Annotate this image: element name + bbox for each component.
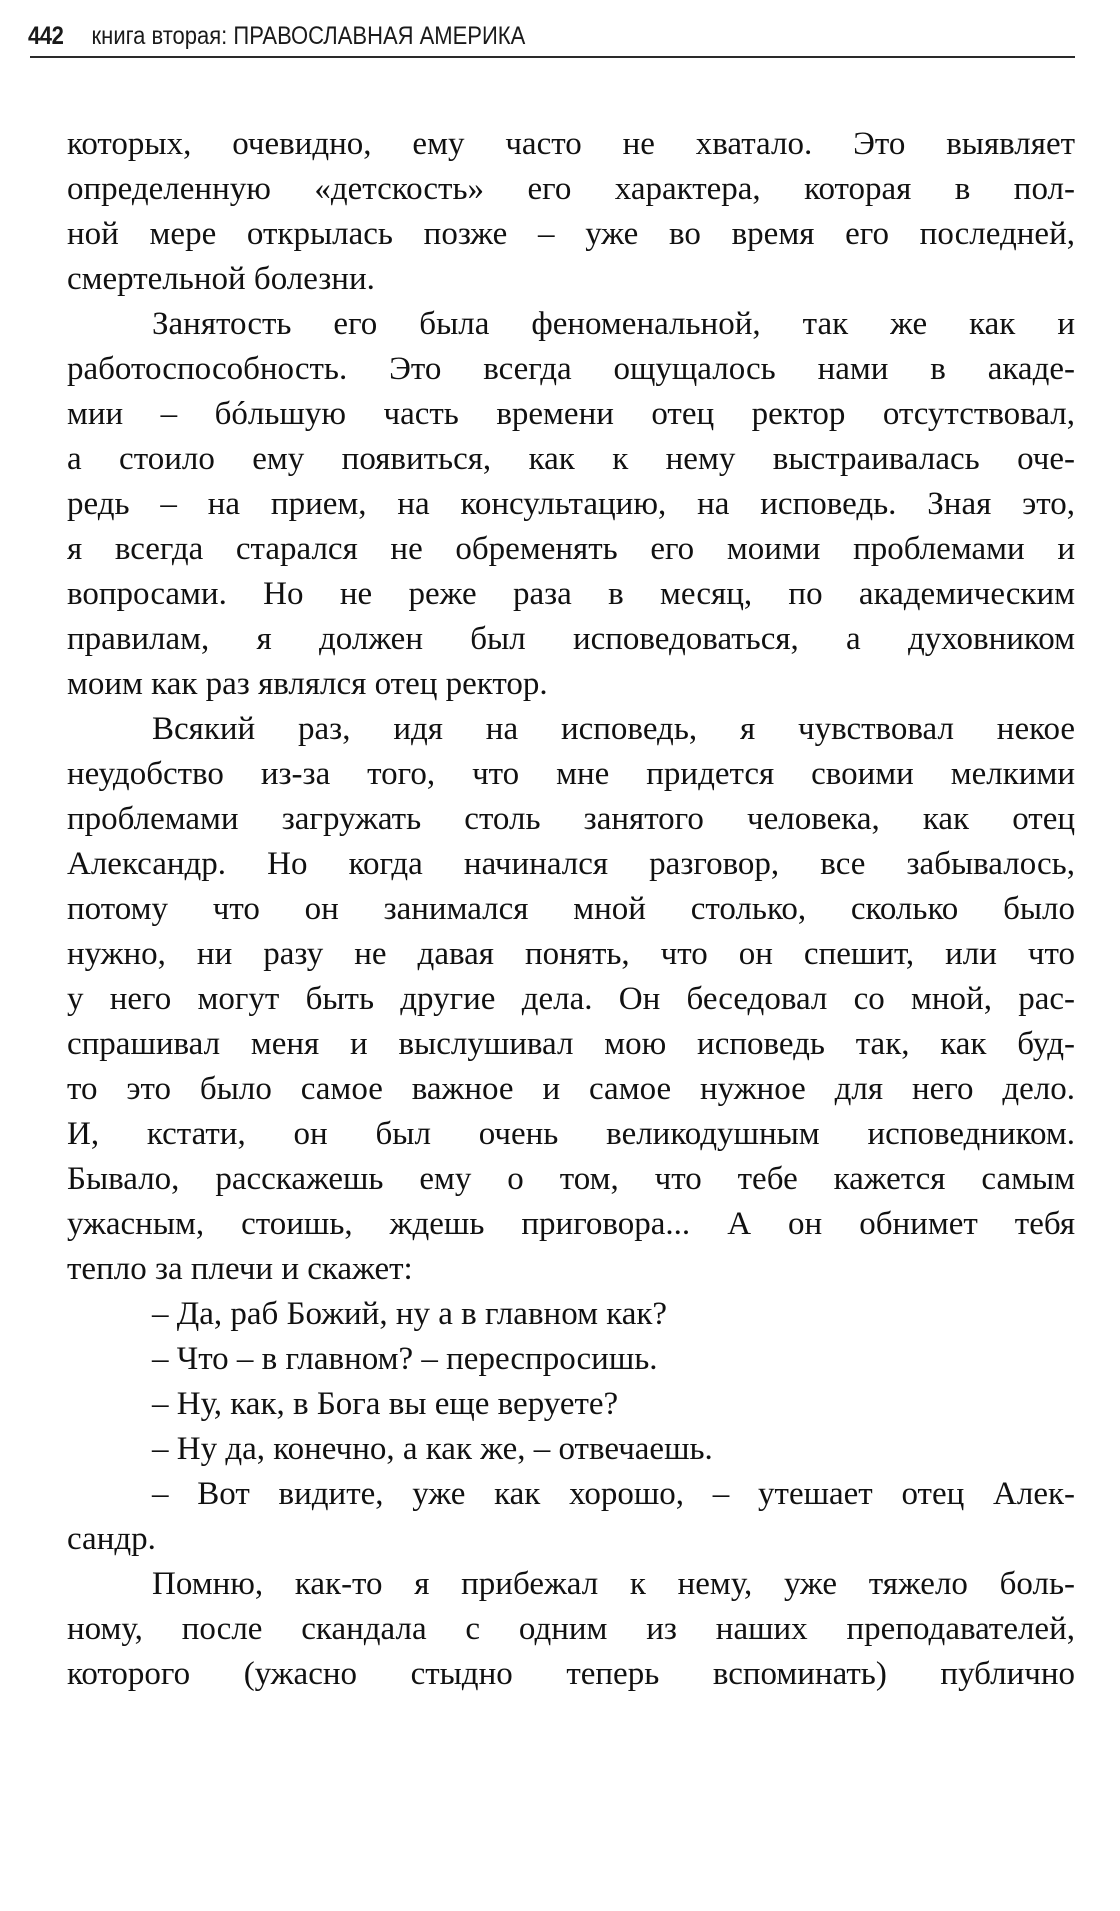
text-line: которого (ужасно стыдно теперь вспоминать) публично: [67, 1656, 1075, 1692]
dialogue-line: – Ну да, конечно, а как же, – отвечаешь.: [152, 1431, 713, 1467]
text-line: нужно, ни разу не давая понять, что он спешит, или что: [67, 936, 1076, 972]
text-line: Занятость его была феноменальной, так же как и: [152, 306, 1075, 342]
text-line: – Вот видите, уже как хорошо, – утешает отец Алек-: [152, 1476, 1075, 1512]
text-line: Бывало, расскажешь ему о том, что тебе кажется самым: [67, 1161, 1076, 1197]
text-line: сандр.: [67, 1521, 156, 1557]
text-line: которых, очевидно, ему часто не хватало. Это выявляет: [67, 126, 1076, 162]
text-line: И, кстати, он был очень великодушным исповедником.: [67, 1116, 1076, 1152]
text-line: правилам, я должен был исповедоваться, а духовником: [67, 621, 1075, 657]
text-line: то это было самое важное и самое нужное для него дело.: [67, 1071, 1076, 1107]
text-line: ному, после скандала с одним из наших преподавателей,: [67, 1611, 1075, 1647]
running-title: книга вторая: ПРАВОСЛАВНАЯ АМЕРИКА: [91, 22, 526, 50]
text-line: смертельной болезни.: [67, 261, 375, 297]
text-line: определенную «детскость» его характера, которая в пол-: [67, 171, 1075, 207]
text-line: ужасным, стоишь, ждешь приговора... А он обнимет тебя: [67, 1206, 1076, 1242]
dialogue-line: – Ну, как, в Бога вы еще веруете?: [152, 1386, 619, 1422]
text-line: Помню, как-то я прибежал к нему, уже тяжело боль-: [152, 1566, 1075, 1602]
text-line: у него могут быть другие дела. Он беседовал со мной, рас-: [67, 981, 1075, 1017]
running-head: [28, 14, 948, 58]
text-line: работоспособность. Это всегда ощущалось нами в акаде-: [67, 351, 1076, 387]
text-line: я всегда старался не обременять его моими проблемами и: [67, 531, 1076, 567]
header-rule: [30, 56, 1075, 58]
dialogue-line: – Да, раб Божий, ну а в главном как?: [152, 1296, 668, 1332]
text-line: редь – на прием, на консультацию, на исповедь. Зная это,: [67, 486, 1076, 522]
page-number: 442: [28, 22, 64, 50]
text-line: моим как раз являлся отец ректор.: [67, 666, 548, 702]
text-line: Всякий раз, идя на исповедь, я чувствовал некое: [152, 711, 1076, 747]
text-line: потому что он занимался мной столько, сколько было: [67, 891, 1076, 927]
dialogue-line: – Что – в главном? – переспросишь.: [152, 1341, 658, 1377]
text-line: а стоило ему появиться, как к нему выстраивалась оче-: [67, 441, 1075, 477]
text-line: спрашивал меня и выслушивал мою исповедь так, как буд-: [67, 1026, 1075, 1062]
text-line: проблемами загружать столь занятого человека, как отец: [67, 801, 1076, 837]
text-line: ной мере открылась позже – уже во время его последней,: [67, 216, 1075, 252]
text-line: неудобство из-за того, что мне придется своими мелкими: [67, 756, 1075, 792]
text-line: мии – бóльшую часть времени отец ректор отсутствовал,: [67, 396, 1075, 432]
body-text: [67, 122, 1075, 1697]
text-line: тепло за плечи и скажет:: [67, 1251, 413, 1287]
text-line: вопросами. Но не реже раза в месяц, по академическим: [67, 576, 1076, 612]
text-line: Александр. Но когда начинался разговор, все забывалось,: [67, 846, 1075, 882]
